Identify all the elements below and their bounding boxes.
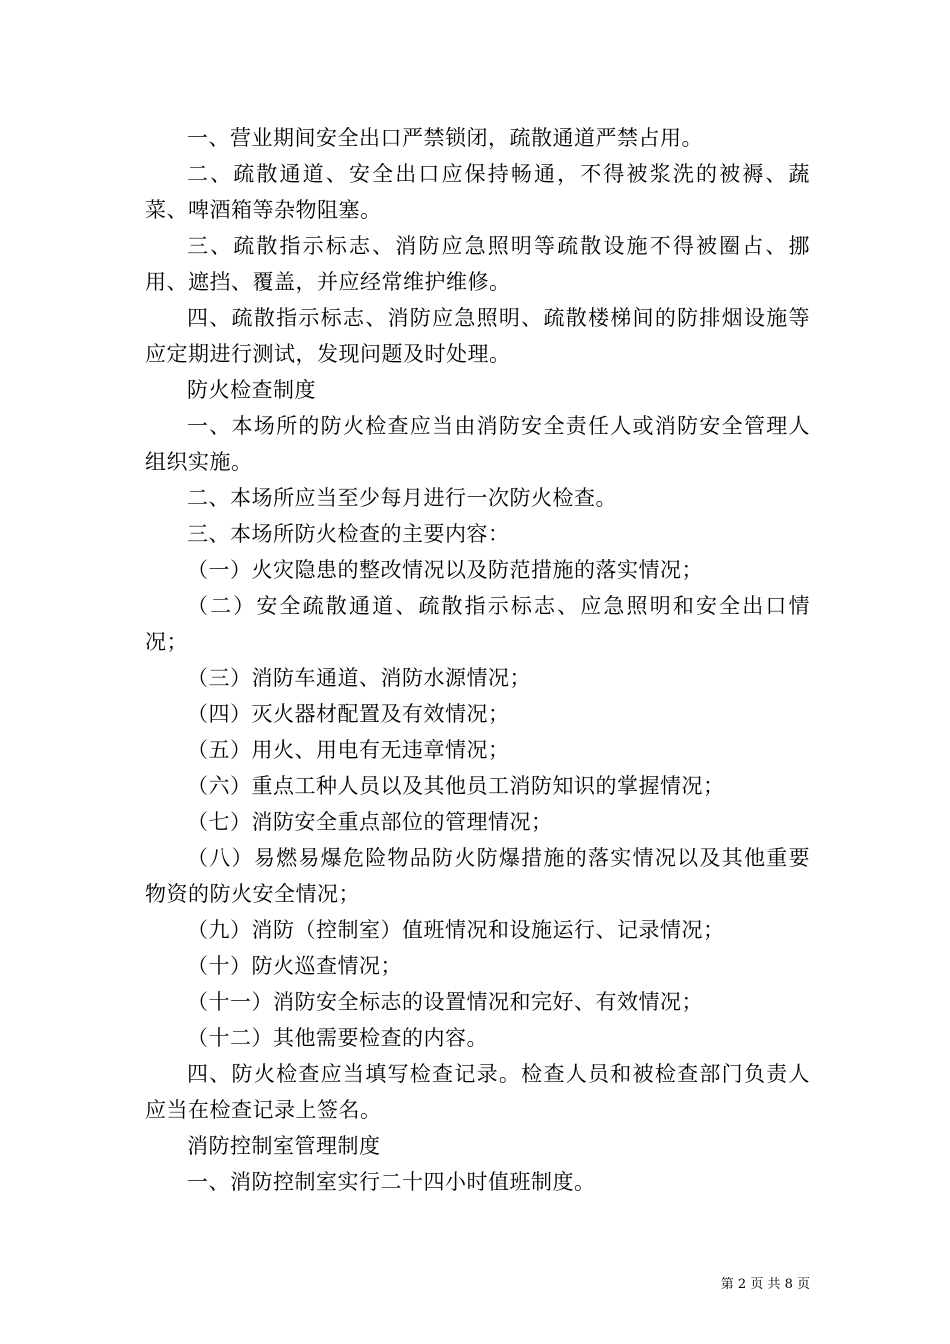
list-item: （十二）其他需要检查的内容。 (187, 1026, 488, 1050)
list-item: （四）灭火器材配置及有效情况； (187, 702, 510, 726)
list-item: （五）用火、用电有无违章情况； (187, 738, 510, 762)
paragraph: 三、疏散指示标志、消防应急照明等疏散设施不得被圈占、挪用、遮挡、覆盖，并应经常维护维修。 (145, 234, 810, 294)
paragraph: 三、本场所防火检查的主要内容： (187, 522, 510, 546)
paragraph: 四、防火检查应当填写检查记录。检查人员和被检查部门负责人应当在检查记录上签名。 (145, 1062, 810, 1122)
paragraph: 二、疏散通道、安全出口应保持畅通，不得被浆洗的被褥、蔬菜、啤酒箱等杂物阻塞。 (145, 162, 810, 222)
list-item: （六）重点工种人员以及其他员工消防知识的掌握情况； (187, 774, 725, 798)
list-item: （十）防火巡查情况； (187, 954, 402, 978)
list-item: （九）消防（控制室）值班情况和设施运行、记录情况； (187, 918, 725, 942)
list-item: （七）消防安全重点部位的管理情况； (187, 810, 553, 834)
list-item: （二）安全疏散通道、疏散指示标志、应急照明和安全出口情况； (145, 594, 810, 654)
paragraph: 四、疏散指示标志、消防应急照明、疏散楼梯间的防排烟设施等应定期进行测试，发现问题及时处理。 (145, 306, 810, 366)
list-item: （十一）消防安全标志的设置情况和完好、有效情况； (187, 990, 703, 1014)
document-body (145, 120, 810, 1200)
paragraph: 一、营业期间安全出口严禁锁闭，疏散通道严禁占用。 (187, 126, 703, 150)
list-item: （八）易燃易爆危险物品防火防爆措施的落实情况以及其他重要物资的防火安全情况； (145, 846, 810, 906)
section-heading: 消防控制室管理制度 (187, 1134, 381, 1158)
paragraph: 二、本场所应当至少每月进行一次防火检查。 (187, 486, 617, 510)
list-item: （一）火灾隐患的整改情况以及防范措施的落实情况； (187, 558, 703, 582)
paragraph: 一、本场所的防火检查应当由消防安全责任人或消防安全管理人组织实施。 (145, 414, 810, 474)
page-number: 第 2 页 共 8 页 (720, 1277, 810, 1292)
list-item: （三）消防车通道、消防水源情况； (187, 666, 531, 690)
paragraph: 一、消防控制室实行二十四小时值班制度。 (187, 1170, 596, 1194)
section-heading: 防火检查制度 (187, 378, 316, 402)
